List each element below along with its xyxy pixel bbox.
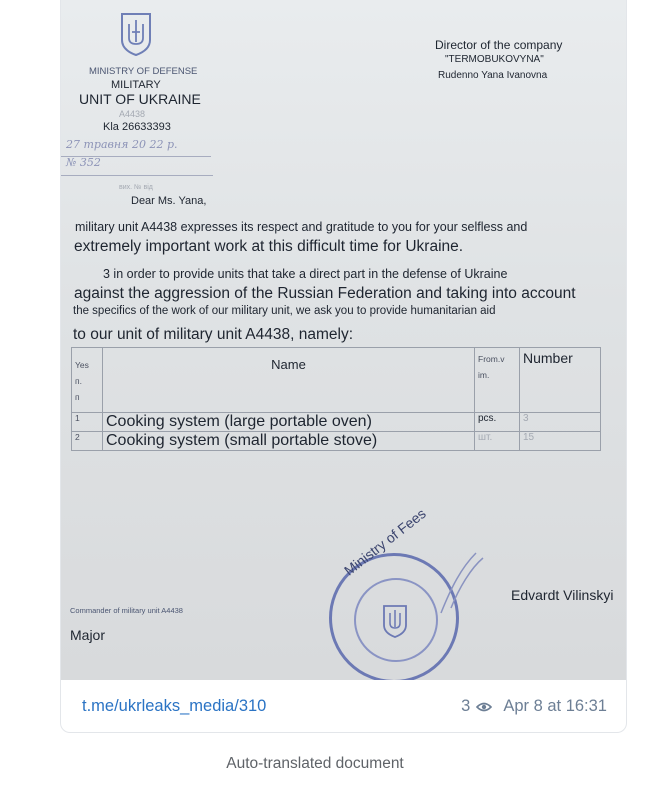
header-no-part-2: п. <box>75 376 82 386</box>
paragraph-2-line-3: the specifics of the work of our military unit, we ask you to provide humanitarian aid <box>73 305 496 317</box>
header-no-part-1: Yes <box>75 360 89 370</box>
post-card <box>60 0 627 733</box>
handwritten-date: 27 травня 20 22 р. <box>66 138 178 151</box>
kla-number: Kla 26633393 <box>103 121 171 133</box>
signer-name: Edvardt Vilinskyi <box>511 587 614 603</box>
row-1-name: Cooking system (large portable oven) <box>103 413 475 432</box>
header-number: Number <box>523 350 573 366</box>
paragraph-2-line-1: 3 in order to provide units that take a direct part in the defense of Ukraine <box>103 267 508 281</box>
header-cell-number <box>520 348 601 413</box>
document-page <box>61 0 627 680</box>
header-cell-no <box>72 348 103 413</box>
row-2-no: 2 <box>72 432 103 451</box>
trident-emblem-icon <box>119 12 153 56</box>
stamp-trident-icon <box>382 604 408 638</box>
caption: Auto-translated document <box>226 755 404 772</box>
signature-mark <box>431 548 491 618</box>
director-line-2: "TERMOBUKOVYNA" <box>445 54 544 65</box>
table-header-row <box>72 348 601 413</box>
paragraph-2-line-2: against the aggression of the Russian Federation and taking into account <box>74 285 576 302</box>
request-table <box>71 347 601 451</box>
number-underline <box>61 175 213 176</box>
post-link[interactable]: t.me/ukrleaks_media/310 <box>82 697 267 715</box>
military-label: MILITARY <box>111 79 161 91</box>
header-cell-name <box>103 348 475 413</box>
director-line-1: Director of the company <box>435 38 563 52</box>
header-no-part-3: п <box>75 392 80 402</box>
row-1-no: 1 <box>72 413 103 432</box>
header-unit-part-1: From.v <box>478 354 505 364</box>
paragraph-2-line-4: to our unit of military unit A4438, namely: <box>73 326 354 343</box>
row-2-number: 15 <box>520 432 601 451</box>
header-unit-part-2: im. <box>478 370 490 380</box>
director-line-3: Rudenno Yana Ivanovna <box>438 70 548 81</box>
document-photo[interactable] <box>61 0 627 680</box>
salutation: Dear Ms. Yana, <box>131 195 207 207</box>
stamp-text: Ministry of Fees <box>341 505 429 579</box>
unit-title: UNIT OF UKRAINE <box>79 91 201 107</box>
row-1-number: 3 <box>520 413 601 432</box>
handwritten-number: № 352 <box>66 156 101 169</box>
post-footer <box>61 680 627 733</box>
row-2-unit: шт. <box>475 432 520 451</box>
paragraph-1-line-2: extremely important work at this difficult time for Ukraine. <box>74 238 464 255</box>
post-meta <box>461 697 607 716</box>
row-2-name: Cooking system (small portable stove) <box>103 432 475 451</box>
eye-icon <box>476 701 492 713</box>
table-row <box>72 432 601 451</box>
header-name: Name <box>271 357 306 372</box>
post-timestamp: Apr 8 at 16:31 <box>503 697 607 715</box>
row-1-unit: pcs. <box>475 413 520 432</box>
ministry-label: MINISTRY OF DEFENSE <box>89 66 198 77</box>
rank: Major <box>70 627 106 643</box>
commander-label: Commander of military unit A4438 <box>70 606 183 615</box>
paragraph-1-line-1: military unit A4438 expresses its respect and gratitude to you for your selfless and <box>75 220 528 234</box>
table-row <box>72 413 601 432</box>
header-cell-unit <box>475 348 520 413</box>
faded-line: вих. № від <box>119 184 153 191</box>
unit-code: A4438 <box>119 109 146 119</box>
view-count: 3 <box>461 697 471 715</box>
